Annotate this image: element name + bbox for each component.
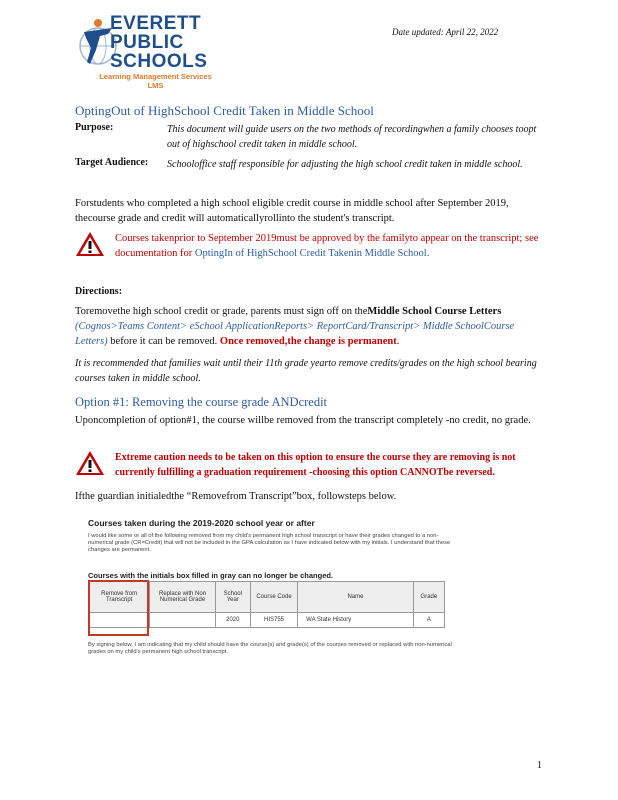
col-year: School Year xyxy=(215,582,250,613)
directions-paragraph xyxy=(75,304,545,349)
warning-icon-2 xyxy=(75,450,105,476)
logo-name-line2: PUBLIC xyxy=(110,32,184,53)
district-logo xyxy=(78,14,228,94)
logo-sub-line2: LMS xyxy=(147,81,164,90)
replace-initials-box xyxy=(150,613,215,628)
form-paragraph: I would like some or all of the following removed from my child's permanent high school transcript or have their grades changed to a non-numerical grade (CR=Credit) that will not be included in the GPA calculation as I have indicated below with my initials. I understand that these changes are permanent. xyxy=(88,533,451,553)
logo-name-line3: SCHOOLS xyxy=(110,51,208,72)
logo-name-line1: EVERETT xyxy=(110,13,202,34)
logo-sub-line1: Learning Management Services xyxy=(99,72,212,81)
course-letter-form-image xyxy=(88,518,456,668)
intro-paragraph: Forstudents who completed a high school eligible credit course in middle school after September 2019, thecourse grade and credit will automaticallyrollinto the student's transcript. xyxy=(75,198,509,224)
warning-text-2: Extreme caution needs to be taken on this option to ensure the course they are removing is not currently fulfilling a graduation requirement -choosing this option CANNOTbe reversed. xyxy=(115,452,516,478)
col-grade: Grade xyxy=(413,582,444,613)
date-updated: Date updated: April 22, 2022 xyxy=(392,27,499,37)
col-code: Course Code xyxy=(250,582,297,613)
directions-text-b: before it can be removed. xyxy=(107,336,220,347)
warning1-red: Courses takenprior to September 2019must be approved by the familyto appear on the transcript; see documentation for xyxy=(115,233,539,259)
warning-text-1 xyxy=(115,231,545,261)
opt-in-doc-link[interactable]: OptingIn of HighSchool Credit Takenin Middle School. xyxy=(194,248,430,259)
cell-name: WA State History xyxy=(298,613,414,628)
purpose-label: Purpose: xyxy=(75,122,114,133)
form-footer: By signing below, I am indicating that my child should have the course(s) and grade(s) of the courses removed or replaced with non-numerical grades on my child's permanent high school transcript. xyxy=(88,642,452,655)
form-subheading: Courses with the initials box filled in gray can no longer be changed. xyxy=(88,571,334,580)
highlight-box xyxy=(88,580,149,636)
permanent-warning: Once removed,the change is permanent xyxy=(219,336,397,347)
option1-heading: Option #1: Removing the course grade ANDcredit xyxy=(75,395,328,409)
col-remove: Remove from Transcript xyxy=(89,582,150,613)
recommendation-text: It is recommended that families wait until their 11th grade yearto remove credits/grades on the high school bearing courses taken in middle school. xyxy=(75,358,537,384)
audience-text: Schooloffice staff responsible for adjusting the high school credit taken in middle school. xyxy=(167,159,523,170)
follow-steps-text: Ifthe guardian initialedthe “Removefrom Transcript”box, followsteps below. xyxy=(75,491,397,502)
col-replace: Replace with Non Numerical Grade xyxy=(150,582,215,613)
cell-grade: A xyxy=(413,613,444,628)
cognos-path-link[interactable]: (Cognos>Teams Content> eSchool ApplicationReports> ReportCard/Transcript> Middle SchoolCourse Letters) xyxy=(75,321,515,347)
directions-end: . xyxy=(396,336,400,347)
directions-text-a: Toremovethe high school credit or grade, parents must sign off on the xyxy=(75,306,368,317)
document-title: OptingOut of HighSchool Credit Taken in Middle School xyxy=(75,103,374,118)
col-name: Name xyxy=(298,582,414,613)
page-number: 1 xyxy=(537,760,542,771)
cell-year: 2020 xyxy=(215,613,250,628)
option1-text: Uponcompletion of option#1, the course willbe removed from the transcript completely -no credit, no grade. xyxy=(75,415,531,426)
audience-label: Target Audience: xyxy=(75,157,149,168)
course-letters-name: Middle School Course Letters xyxy=(367,306,502,317)
form-heading: Courses taken during the 2019-2020 school year or after xyxy=(88,518,315,528)
cell-code: HIS755 xyxy=(250,613,297,628)
warning-icon xyxy=(75,231,105,257)
directions-label: Directions: xyxy=(75,286,123,297)
purpose-text: This document will guide users on the two methods of recordingwhen a family chooses toopt out of highschool credit taken in middle school. xyxy=(167,124,537,150)
